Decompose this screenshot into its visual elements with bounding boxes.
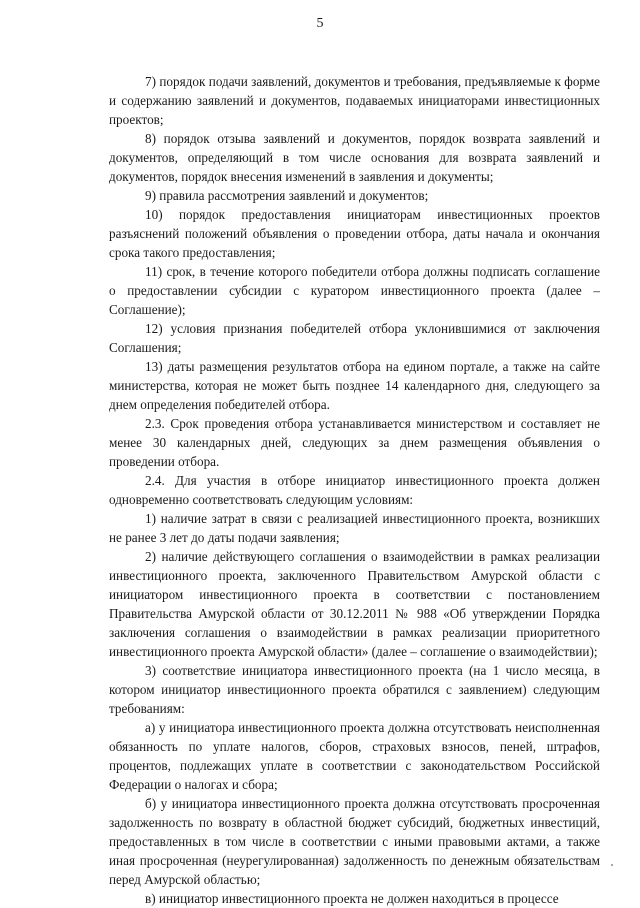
paragraph-requirement-a: а) у инициатора инвестиционного проекта должна отсутствовать неисполненная обязанность по уплате налогов, сборов, страховых взносов, пеней, штрафов, процентов, подлежащих уплате в соответствии с законодательством Российской Федерации о налогах и сбора; xyxy=(109,720,600,792)
page-number: 5 xyxy=(316,16,324,31)
paragraph-requirement-b: б) у инициатора инвестиционного проекта должна отсутствовать просроченная задолженность по возврату в областной бюджет субсидий, бюджетных инвестиций, предоставленных в том числе в соответствии с иными правовыми актами, а также иная просроченная (неурегулированная) задолженность по денежным обязательствам перед Амурской областью; xyxy=(109,796,600,887)
paragraph-requirement-v: в) инициатор инвестиционного проекта не должен находиться в процессе xyxy=(145,891,559,906)
paragraph-section-2-4: 2.4. Для участия в отборе инициатор инвестиционного проекта должен одновременно соответствовать следующим условиям: xyxy=(109,473,600,507)
document-body xyxy=(109,72,600,908)
paragraph-item-10: 10) порядок предоставления инициаторам инвестиционных проектов разъяснений положений объявления о проведении отбора, даты начала и окончания срока такого предоставления; xyxy=(109,207,600,260)
paragraph-item-11: 11) срок, в течение которого победители отбора должны подписать соглашение о предоставлении субсидии с куратором инвестиционного проекта (далее – Соглашение); xyxy=(109,264,600,317)
paragraph-item-9: 9) правила рассмотрения заявлений и документов; xyxy=(145,188,429,203)
scan-speck xyxy=(611,864,613,866)
paragraph-item-8: 8) порядок отзыва заявлений и документов, порядок возврата заявлений и документов, определяющий в том числе основания для возврата заявлений и документов, порядок внесения изменений в заявления и документы; xyxy=(109,131,600,184)
paragraph-item-7: 7) порядок подачи заявлений, документов и требования, предъявляемые к форме и содержанию заявлений и документов, подаваемых инициаторами инвестиционных проектов; xyxy=(109,74,600,127)
paragraph-section-2-3: 2.3. Срок проведения отбора устанавливается министерством и составляет не менее 30 календарных дней, следующих за днем размещения объявления о проведении отбора. xyxy=(109,416,600,469)
paragraph-item-13: 13) даты размещения результатов отбора на едином портале, а также на сайте министерства, которая не может быть позднее 14 календарного дня, следующего за днем определения победителей отбора. xyxy=(109,359,600,412)
paragraph-condition-2: 2) наличие действующего соглашения о взаимодействии в рамках реализации инвестиционного проекта, заключенного Правительством Амурской области с инициатором инвестиционного проекта в соответствии с постановлением Правительства Амурской области от 30.12.2011 № 988 «Об утверждении Порядка заключения соглашения о взаимодействии в рамках реализации приоритетного инвестиционного проекта Амурской области» (далее – соглашение о взаимодействии); xyxy=(109,549,600,659)
paragraph-item-12: 12) условия признания победителей отбора уклонившимися от заключения Соглашения; xyxy=(109,321,600,355)
paragraph-condition-3: 3) соответствие инициатора инвестиционного проекта (на 1 число месяца, в котором инициатор инвестиционного проекта обратился с заявлением) следующим требованиям: xyxy=(109,663,600,716)
paragraph-condition-1: 1) наличие затрат в связи с реализацией инвестиционного проекта, возникших не ранее 3 лет до даты подачи заявления; xyxy=(109,511,600,545)
